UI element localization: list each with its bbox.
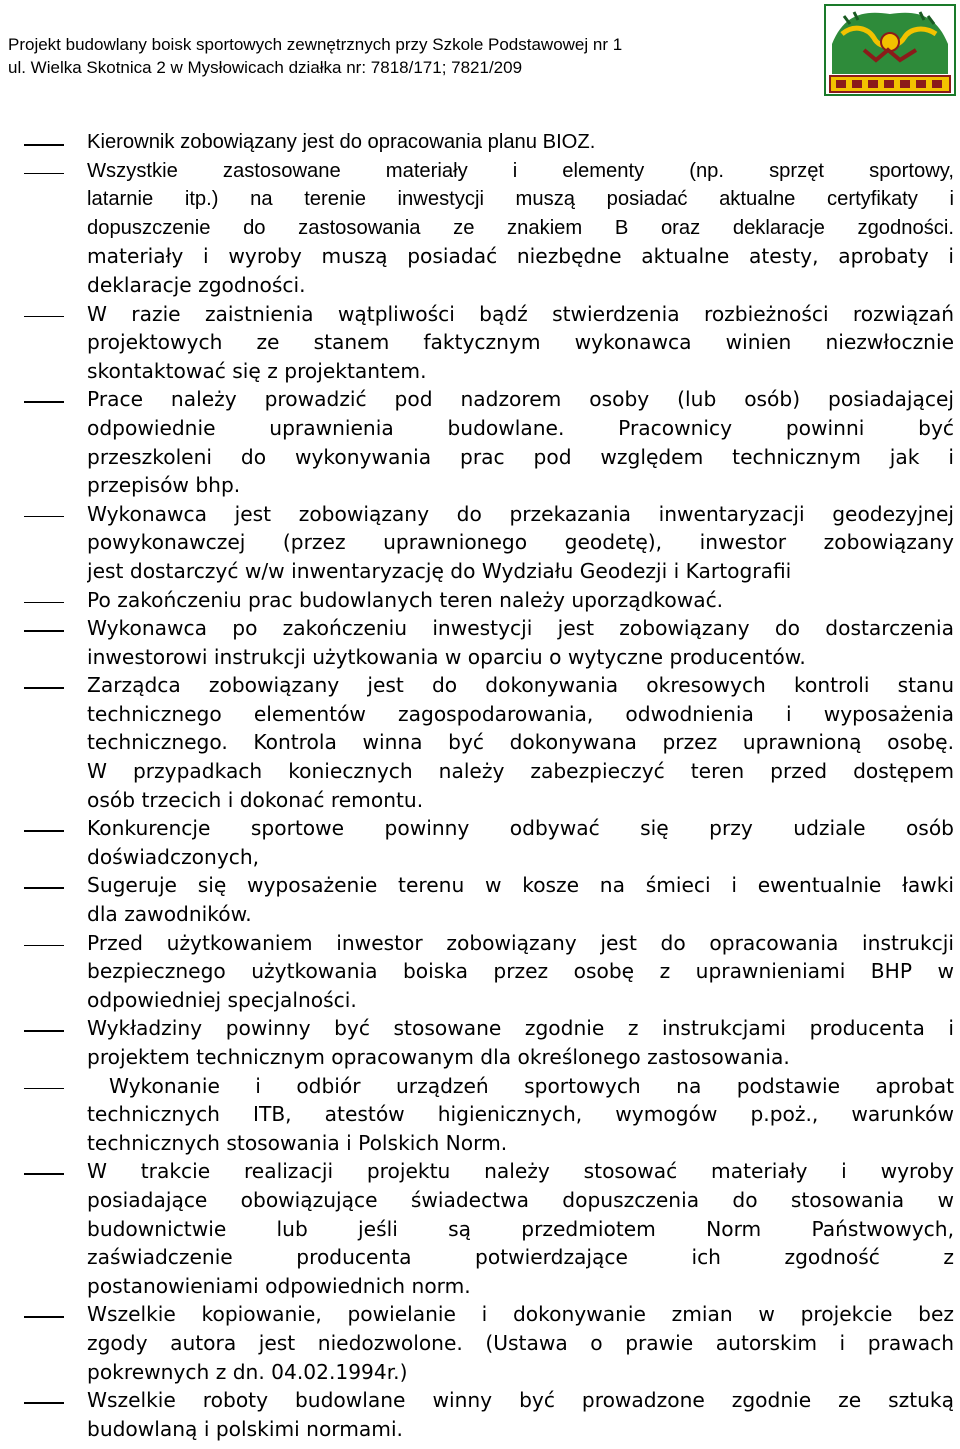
- item-line: Wszystkie zastosowane materiały i elementy (np. sprzęt sportowy,: [87, 159, 954, 182]
- item-line: deklaracje zgodności.: [87, 272, 306, 297]
- item-line: przeszkoleni do wykonywania prac pod względem technicznym jak i: [87, 444, 954, 469]
- list-item: [0, 128, 960, 157]
- list-item: [0, 814, 960, 871]
- item-line: Wszelkie kopiowanie, powielanie i dokonywanie zmian w projekcie bez: [87, 1302, 954, 1327]
- list-item: [0, 1014, 960, 1071]
- item-line: dla zawodników.: [87, 902, 252, 927]
- header-project-address: ul. Wielka Skotnica 2 w Mysłowicach działka nr: 7818/171; 7821/209: [8, 58, 523, 77]
- item-line: budownictwie lub jeśli są przedmiotem Norm Państwowych,: [87, 1216, 954, 1241]
- item-line: technicznych ITB, atestów higienicznych, wymogów p.poż., warunków: [87, 1102, 954, 1127]
- list-item: [0, 614, 960, 671]
- item-line: odpowiednie uprawnienia budowlane. Pracownicy powinni być: [87, 415, 954, 440]
- item-line: projektem technicznym opracowanym dla określonego zastosowania.: [87, 1045, 790, 1069]
- item-line: Wykonanie i odbiór urządzeń sportowych na podstawie aprobat: [109, 1073, 954, 1098]
- item-line: materiały i wyroby muszą posiadać niezbędne aktualne atesty, aprobaty i: [87, 244, 954, 269]
- item-line: W trakcie realizacji projektu należy stosować materiały i wyroby: [87, 1159, 954, 1184]
- item-line: odpowiedniej specjalności.: [87, 987, 357, 1012]
- item-line: projektowych ze stanem faktycznym wykonawca winien niezwłocznie: [87, 330, 954, 355]
- item-line: posiadające obowiązujące świadectwa dopuszczenia do stosowania w: [87, 1187, 954, 1212]
- item-line: latarnie itp.) na terenie inwestycji muszą posiadać aktualne certyfikaty i: [87, 188, 954, 211]
- list-item: [0, 1072, 960, 1158]
- item-line: Po zakończeniu prac budowlanych teren należy uporządkować.: [87, 587, 724, 612]
- item-line: technicznego. Kontrola winna być dokonywana przez uprawnioną osobę.: [87, 730, 954, 755]
- item-line: W razie zaistnienia wątpliwości bądź stwierdzenia rozbieżności rozwiązań: [87, 301, 954, 326]
- item-line: skontaktować się z projektantem.: [87, 358, 427, 383]
- item-line: osób trzecich i dokonać remontu.: [87, 787, 424, 812]
- item-line: Sugeruje się wyposażenie terenu w kosze na śmieci i ewentualnie ławki: [87, 873, 954, 898]
- item-line: Konkurencje sportowe powinny odbywać się przy udziale osób: [87, 816, 954, 841]
- item-line: zaświadczenie producenta potwierdzające ich zgodność z: [87, 1245, 954, 1270]
- item-line: bezpiecznego użytkowania boiska przez osobę z uprawnieniami BHP w: [87, 959, 954, 984]
- item-line: Kierownik zobowiązany jest do opracowania planu BIOZ.: [87, 131, 596, 153]
- list-item: [0, 157, 960, 300]
- school-logo: [824, 4, 956, 96]
- list-item: [0, 671, 960, 814]
- item-line: Prace należy prowadzić pod nadzorem osoby (lub osób) posiadającej: [87, 387, 954, 412]
- list-item: [0, 1300, 960, 1386]
- item-line: budowlaną i polskimi normami.: [87, 1416, 403, 1441]
- item-line: technicznego elementów zagospodarowania, odwodnienia i wyposażenia: [87, 701, 954, 726]
- item-line: W przypadkach koniecznych należy zabezpieczyć teren przed dostępem: [87, 759, 954, 784]
- item-line: Wykonawca po zakończeniu inwestycji jest zobowiązany do dostarczenia: [87, 616, 954, 641]
- list-item: [0, 1386, 960, 1443]
- item-line: Wykonawca jest zobowiązany do przekazania inwentaryzacji geodezyjnej: [87, 501, 954, 526]
- item-line: Wszelkie roboty budowlane winny być prowadzone zgodnie ze sztuką: [87, 1388, 954, 1413]
- item-line: Zarządca zobowiązany jest do dokonywania okresowych kontroli stanu: [87, 673, 954, 698]
- list-item: [0, 929, 960, 1015]
- list-item: [0, 385, 960, 499]
- item-line: powykonawczej (przez uprawnionego geodetę), inwestor zobowiązany: [87, 530, 954, 555]
- item-line: Wykładziny powinny być stosowane zgodnie z instrukcjami producenta i: [87, 1016, 954, 1041]
- list-item: [0, 586, 960, 615]
- page-header: [0, 0, 960, 100]
- item-line: technicznych stosowania i Polskich Norm.: [87, 1130, 508, 1155]
- list-item: [0, 1157, 960, 1300]
- item-line: doświadczonych,: [87, 844, 260, 869]
- item-line: inwestorowi instrukcji użytkowania w oparciu o wytyczne producentów.: [87, 644, 806, 669]
- item-line: jest dostarczyć w/w inwentaryzację do Wydziału Geodezji i Kartografii: [87, 558, 792, 583]
- item-line: przepisów bhp.: [87, 473, 241, 498]
- list-item: [0, 300, 960, 386]
- list-item: [0, 500, 960, 586]
- requirements-list: [0, 128, 960, 1443]
- item-line: pokrewnych z dn. 04.02.1994r.): [87, 1359, 408, 1384]
- item-line: postanowieniami odpowiednich norm.: [87, 1273, 471, 1298]
- item-line: zgody autora jest niedozwolone. (Ustawa o prawie autorskim i prawach: [87, 1330, 954, 1355]
- item-line: dopuszczenie do zastosowania ze znakiem B oraz deklaracje zgodności.: [87, 216, 954, 239]
- header-project-title: Projekt budowlany boisk sportowych zewnętrznych przy Szkole Podstawowej nr 1: [8, 35, 623, 54]
- list-item: [0, 871, 960, 928]
- item-line: Przed użytkowaniem inwestor zobowiązany jest do opracowania instrukcji: [87, 930, 954, 955]
